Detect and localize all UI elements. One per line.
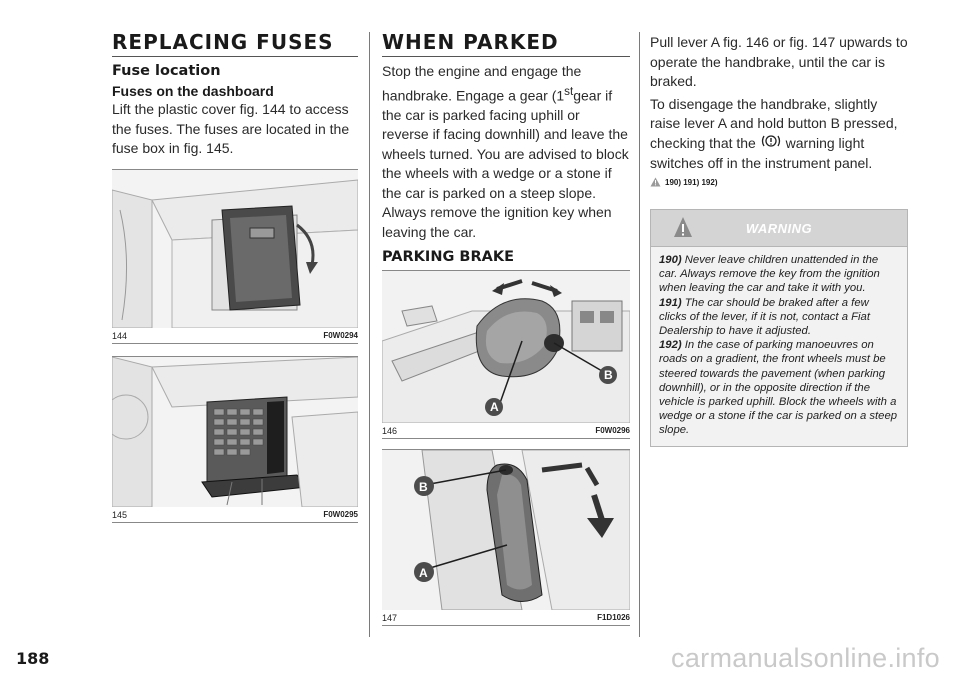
figure-144-code: F0W0294 — [323, 330, 358, 340]
figure-147-illustration — [382, 449, 630, 610]
warning-item-number: 190) — [659, 254, 682, 267]
when-parked-text-a: Stop the engine and engage the handbrake. Engage a gear (1 — [382, 63, 582, 104]
figure-146-label-b: B — [604, 368, 613, 383]
figure-146-number: 146 — [382, 426, 398, 437]
when-parked-text-b: gear if the car is parked facing uphill or reverse if facing downhill) and leave the wheels turned. You are advised to block the wheels with a wedge or a stone if the car is parked on a steep slope. Always remove the ignition key when leaving the car. — [382, 87, 629, 240]
handbrake-para-2-b: warning light switches off in the instrument panel. — [650, 134, 873, 171]
warning-header — [651, 210, 907, 246]
warning-triangle-icon — [650, 177, 661, 187]
heading-when-parked: WHEN PARKED — [382, 30, 630, 57]
watermark: carmanualsonline.info — [671, 643, 940, 673]
heading-replacing-fuses: REPLACING FUSES — [112, 30, 358, 57]
figure-144-illustration — [112, 169, 358, 328]
figure-147-caption — [382, 610, 630, 626]
warning-item-192 — [659, 338, 899, 437]
figure-147-code: F1D1026 — [597, 613, 630, 623]
figure-144-number: 144 — [112, 330, 128, 341]
warning-item-text: In the case of parking manoeuvres on roads on a gradient, the front wheels must be steered towards the pavement (when parking downhill), or in the opposite direction if the vehicle is parked uphill. Block the wheels with a wedge or a stone if the car is parked on a steep slope. — [659, 339, 898, 437]
figure-144-caption — [112, 328, 358, 344]
when-parked-body-text — [382, 62, 630, 242]
figure-146 — [382, 270, 630, 439]
warning-title: WARNING — [745, 220, 813, 236]
warning-triangle-icon — [673, 216, 693, 238]
figure-146-code: F0W0296 — [595, 426, 630, 436]
column-when-parked — [382, 30, 630, 626]
figure-147 — [382, 449, 630, 626]
brake-warning-light-icon — [760, 134, 782, 154]
figure-146-label-a: A — [490, 400, 499, 415]
column-divider-1 — [369, 32, 370, 637]
figure-145-illustration — [112, 356, 358, 507]
handbrake-para-2 — [650, 95, 908, 174]
column-divider-2 — [639, 32, 640, 637]
column-replacing-fuses — [112, 30, 358, 523]
warning-item-number: 191) — [659, 296, 682, 309]
page-number: 188 — [16, 649, 50, 668]
warning-item-number: 192) — [659, 339, 682, 352]
figure-145-number: 145 — [112, 509, 128, 520]
subheading-fuse-location: Fuse location — [112, 63, 221, 79]
figure-145-caption — [112, 507, 358, 523]
figure-147-label-a: A — [419, 566, 428, 581]
figure-146-caption — [382, 423, 630, 439]
warning-references — [650, 177, 908, 187]
figure-147-number: 147 — [382, 613, 398, 624]
gear-superscript: st — [564, 84, 574, 98]
column-handbrake-instructions — [650, 33, 908, 447]
warning-reference-numbers: 190) 191) 192) — [665, 177, 718, 187]
warning-item-text: Never leave children unattended in the car. Always remove the key from the ignition when leaving the car and take it with you. — [659, 254, 880, 295]
warning-item-text: The car should be braked after a few clicks of the lever, if it is not, contact a Fiat Dealership to have it adjusted. — [659, 296, 870, 338]
handbrake-para-2-a: To disengage the handbrake, slightly raise lever A and hold button B pressed, checking that the — [650, 95, 898, 151]
figure-145 — [112, 356, 358, 523]
subheading-fuses-dashboard: Fuses on the dashboard — [112, 83, 274, 99]
handbrake-para-1: Pull lever A fig. 146 or fig. 147 upwards to operate the handbrake, until the car is braked. — [650, 34, 908, 89]
warning-box — [650, 209, 908, 447]
fuses-body-text: Lift the plastic cover fig. 144 to access the fuses. The fuses are located in the fuse box in fig. 145. — [112, 101, 350, 156]
figure-144 — [112, 169, 358, 344]
warning-item-190 — [659, 253, 899, 296]
warning-item-191 — [659, 296, 899, 339]
figure-145-code: F0W0295 — [323, 509, 358, 519]
heading-parking-brake: PARKING BRAKE — [382, 249, 514, 266]
figure-146-illustration — [382, 270, 630, 423]
figure-147-label-b: B — [419, 480, 428, 495]
